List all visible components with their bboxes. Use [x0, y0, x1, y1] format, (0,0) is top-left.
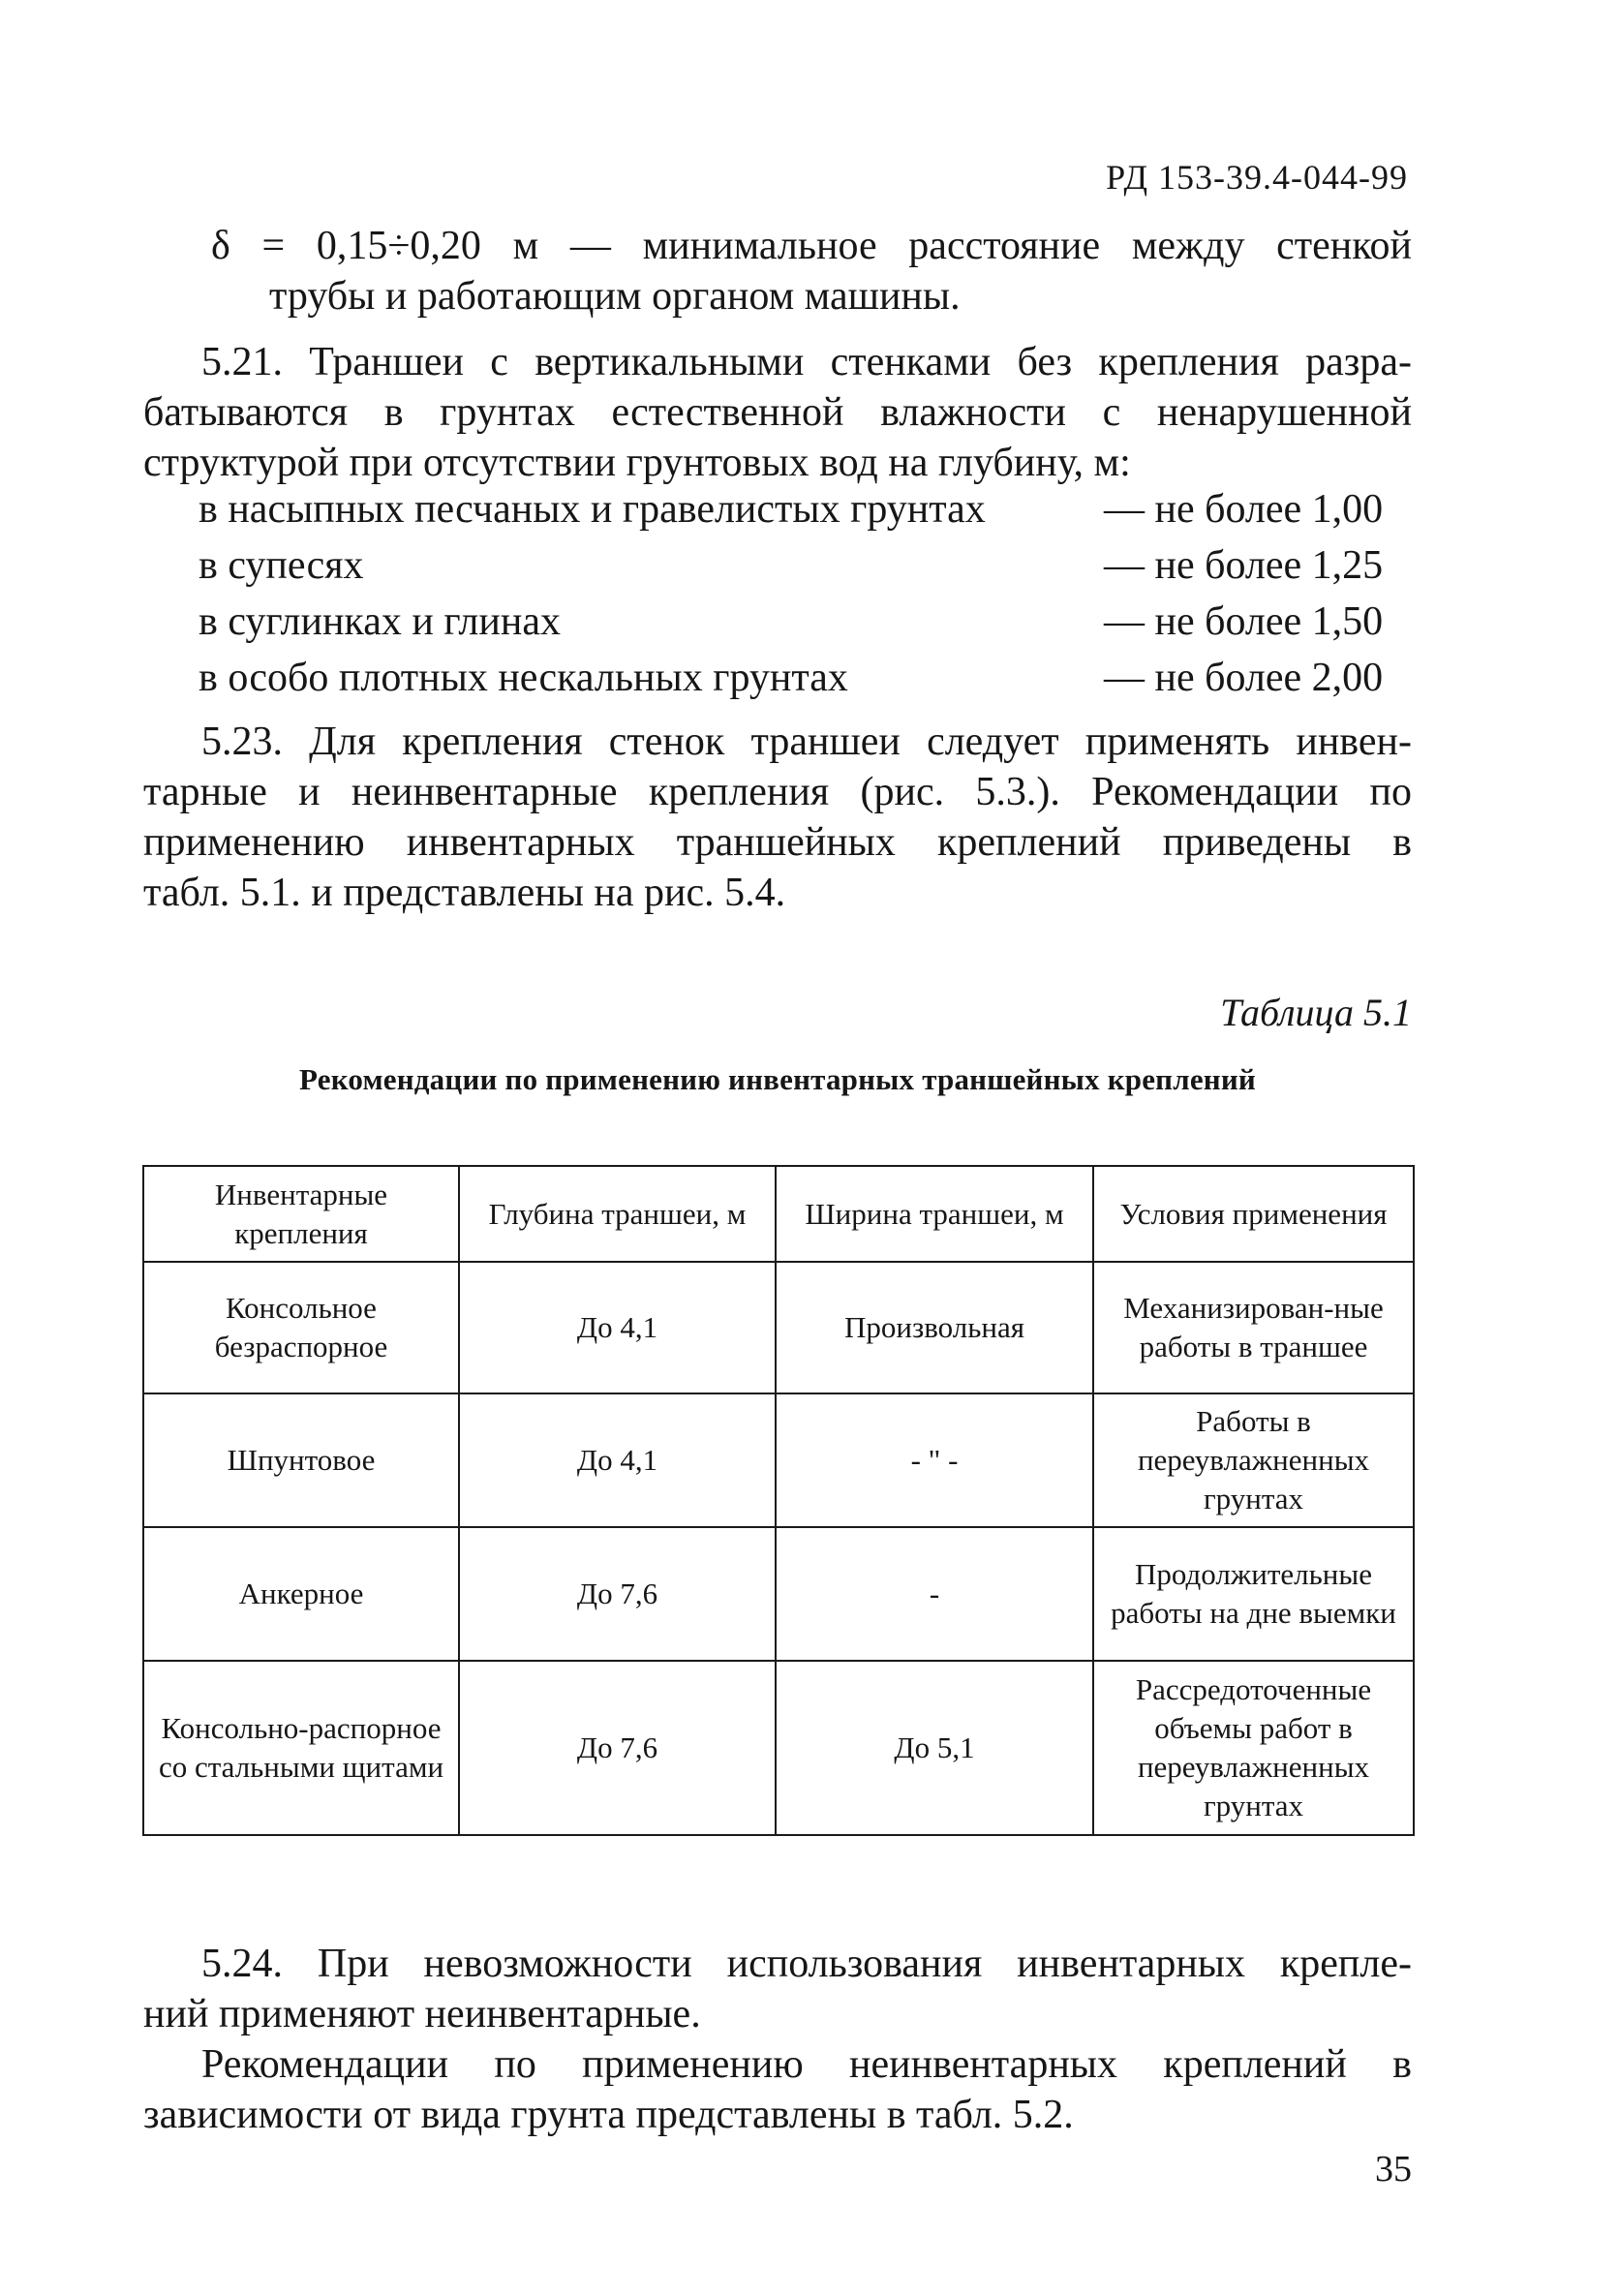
recommendations-table	[142, 1165, 1415, 1836]
paragraph-5-21-line: 5.21. Траншеи с вертикальными стенками без крепления разра-	[201, 340, 1412, 384]
depth-limits-list	[199, 486, 1412, 711]
list-item	[199, 598, 1412, 655]
list-item	[199, 486, 1412, 542]
paragraph-5-23	[143, 717, 1412, 918]
table-cell: Рассредоточенные объемы работ в переувлажненных грунтах	[1093, 1661, 1414, 1835]
depth-limit: — не более 1,50	[1104, 599, 1384, 644]
table-cell: Продолжительные работы на дне выемки	[1093, 1527, 1414, 1661]
paragraph-5-23-line: табл. 5.1. и представлены на рис. 5.4.	[143, 871, 786, 915]
table-cell: Работы в переувлажненных грунтах	[1093, 1393, 1414, 1527]
table-row	[143, 1262, 1414, 1393]
table-cell: Шпунтовое	[143, 1393, 459, 1527]
table-cell: До 4,1	[459, 1262, 776, 1393]
table-cell: Консольное безраспорное	[143, 1262, 459, 1393]
table-cell: Механизирован-ные работы в траншее	[1093, 1262, 1414, 1393]
soil-type: в особо плотных нескальных грунтах	[199, 656, 848, 700]
paragraph-5-24-line: ний применяют неинвентарные.	[143, 1992, 701, 2036]
recommendation-paragraph	[143, 2039, 1412, 2140]
table-cell: До 4,1	[459, 1393, 776, 1527]
soil-type: в насыпных песчаных и гравелистых грунтах	[199, 487, 986, 532]
paragraph-5-24	[143, 1939, 1412, 2039]
depth-limit: — не более 2,00	[1104, 656, 1384, 700]
depth-limit: — не более 1,00	[1104, 487, 1384, 532]
recommendation-line: зависимости от вида грунта представлены в табл. 5.2.	[143, 2093, 1074, 2137]
table-cell: Анкерное	[143, 1527, 459, 1661]
table-cell: Произвольная	[776, 1262, 1093, 1393]
table-cell: До 7,6	[459, 1527, 776, 1661]
document-code-header: РД 153-39.4-044-99	[1106, 158, 1408, 197]
paragraph-5-21-line: батываются в грунтах естественной влажности с ненарушенной	[143, 390, 1412, 435]
soil-type: в суглинках и глинах	[199, 599, 561, 644]
column-header: Условия применения	[1093, 1166, 1414, 1262]
table-cell: - " -	[776, 1393, 1093, 1527]
paragraph-5-21	[143, 337, 1412, 488]
table-title: Рекомендации по применению инвентарных траншейных креплений	[299, 1062, 1256, 1096]
column-header: Ширина траншеи, м	[776, 1166, 1093, 1262]
table-cell: До 7,6	[459, 1661, 776, 1835]
table-header-row	[143, 1166, 1414, 1262]
definition-line-2: трубы и работающим органом машины.	[269, 274, 961, 319]
definition-line-1: δ = 0,15÷0,20 м — минимальное расстояние между стенкой	[211, 224, 1412, 268]
table-cell: До 5,1	[776, 1661, 1093, 1835]
recommendation-line: Рекомендации по применению неинвентарных креплений в	[201, 2042, 1412, 2087]
table-caption: Таблица 5.1	[1220, 991, 1412, 1034]
table-cell: Консольно-распорное со стальными щитами	[143, 1661, 459, 1835]
page-number: 35	[1375, 2149, 1412, 2189]
paragraph-5-23-line: 5.23. Для крепления стенок траншеи следует применять инвен-	[201, 719, 1412, 764]
table-row	[143, 1527, 1414, 1661]
paragraph-5-23-line: тарные и неинвентарные крепления (рис. 5.3.). Рекомендации по	[143, 770, 1412, 814]
soil-type: в супесях	[199, 543, 364, 588]
depth-limit: — не более 1,25	[1104, 543, 1384, 588]
list-item	[199, 542, 1412, 598]
paragraph-5-24-line: 5.24. При невозможности использования инвентарных крепле-	[201, 1942, 1412, 1986]
table-cell: -	[776, 1527, 1093, 1661]
paragraph-5-21-line: структурой при отсутствии грунтовых вод на глубину, м:	[143, 441, 1131, 485]
column-header: Глубина траншеи, м	[459, 1166, 776, 1262]
column-header: Инвентарные крепления	[143, 1166, 459, 1262]
table-row	[143, 1393, 1414, 1527]
paragraph-5-23-line: применению инвентарных траншейных креплений приведены в	[143, 820, 1412, 865]
list-item	[199, 655, 1412, 711]
table-row	[143, 1661, 1414, 1835]
